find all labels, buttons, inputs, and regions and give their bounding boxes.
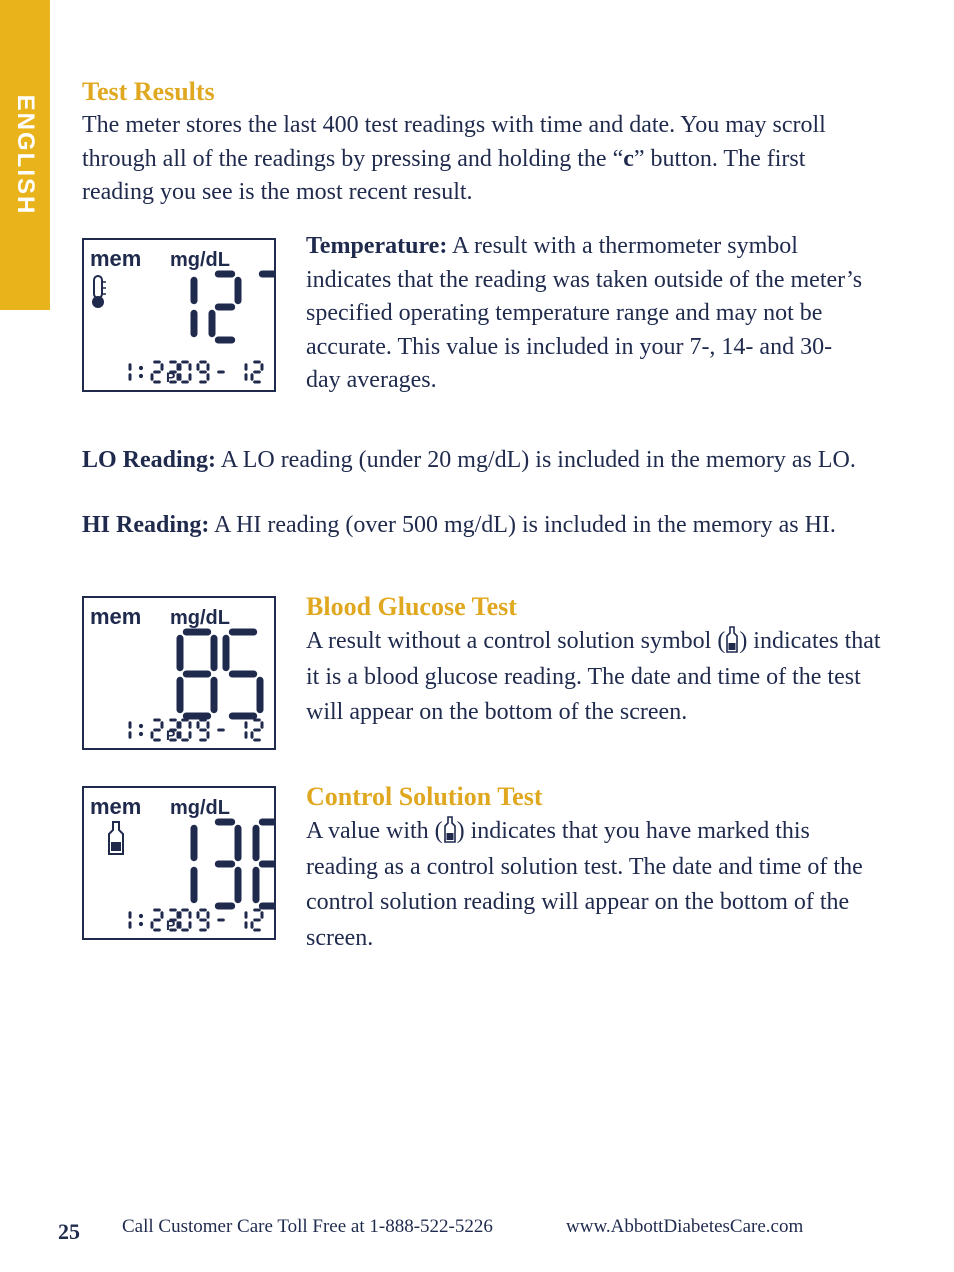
page-number: 25 xyxy=(58,1219,80,1244)
mem-label: mem xyxy=(90,246,142,271)
lcd-digit xyxy=(180,720,190,740)
lcd-digit xyxy=(252,910,262,930)
time-date-row xyxy=(130,910,262,933)
control-solution-bottle-icon xyxy=(443,816,457,844)
reading-value xyxy=(194,274,274,340)
website-link[interactable]: www.AbbottDiabetesCare.com xyxy=(566,1216,804,1237)
lcd-digit xyxy=(212,274,238,340)
lcd-digit xyxy=(198,720,208,740)
date-readout xyxy=(180,720,262,740)
lcd-digit xyxy=(139,914,143,926)
lcd-colon-dot xyxy=(139,374,143,378)
control-solution-bottle-icon xyxy=(109,822,123,854)
lcd-digit xyxy=(256,822,274,906)
time-date-row xyxy=(130,362,262,385)
unit-label: mg/dL xyxy=(170,607,230,629)
reading-value xyxy=(194,822,274,906)
mem-label: mem xyxy=(90,794,142,819)
lcd-digit xyxy=(252,720,262,740)
lcd-digit xyxy=(180,632,214,716)
thermometer-icon xyxy=(92,276,106,308)
reading-value xyxy=(180,632,260,716)
test-results-heading: Test Results xyxy=(82,77,215,106)
lcd-digit xyxy=(262,274,274,334)
lcd-colon-dot xyxy=(139,366,143,370)
lcd-digit xyxy=(180,362,190,382)
lcd-digit xyxy=(218,822,238,906)
unit-label: mg/dL xyxy=(170,797,230,819)
temperature-text: Temperature: A result with a thermometer symbol indicates that the reading was taken outside of the meter’s specified operating temperature range and may not be accurate. This value is included in your 7-, 14- and 30-day averages. xyxy=(306,233,863,393)
lcd-colon-dot xyxy=(139,922,143,926)
meter-display-temperature xyxy=(82,238,276,392)
meter-display-blood-glucose xyxy=(82,596,276,750)
pm-indicator: P xyxy=(166,917,176,933)
lcd-digit xyxy=(152,362,162,382)
control-solution-heading: Control Solution Test xyxy=(306,782,543,811)
blood-glucose-heading: Blood Glucose Test xyxy=(306,592,517,621)
control-solution-bottle-icon xyxy=(725,626,739,654)
unit-label: mg/dL xyxy=(170,249,230,271)
control-solution-text: A value with ( ) indicates that you have marked this reading as a control solution test. The date and time of the control solution reading will appear on the bottom of the screen. xyxy=(306,818,863,951)
lcd-digit xyxy=(198,362,208,382)
lcd-digit xyxy=(180,910,190,930)
date-readout xyxy=(180,362,262,382)
hi-reading-text: HI Reading: A HI reading (over 500 mg/dL) is included in the memory as HI. xyxy=(82,512,836,538)
date-readout xyxy=(180,910,262,930)
lcd-digit xyxy=(139,366,143,378)
pm-indicator: P xyxy=(166,727,176,743)
lcd-digit xyxy=(152,910,162,930)
test-results-text: The meter stores the last 400 test readings with time and date. You may scroll through all of the readings by pressing and holding the “c” button. The first reading you see is the most recent result. xyxy=(82,112,826,205)
lcd-digit xyxy=(198,910,208,930)
mem-label: mem xyxy=(90,604,142,629)
language-tab-label: ENGLISH xyxy=(12,94,39,216)
time-date-row xyxy=(130,720,262,743)
pm-indicator: P xyxy=(166,369,176,385)
blood-glucose-text: A result without a control solution symbol ( ) indicates that it is a blood glucose reading. The date and time of the test will appear on the bottom of the screen. xyxy=(306,628,881,725)
language-tab xyxy=(0,0,50,310)
lcd-digit xyxy=(226,632,260,716)
lcd-digit xyxy=(252,362,262,382)
lo-reading-text: LO Reading: A LO reading (under 20 mg/dL) is included in the memory as LO. xyxy=(82,447,856,473)
lcd-colon-dot xyxy=(139,914,143,918)
customer-care-phone: Call Customer Care Toll Free at 1-888-522-5226 xyxy=(122,1216,493,1237)
lcd-colon-dot xyxy=(139,724,143,728)
lcd-digit xyxy=(152,720,162,740)
meter-display-control-solution xyxy=(82,786,276,940)
lcd-colon-dot xyxy=(139,732,143,736)
c-button-label: c xyxy=(623,145,634,172)
lcd-digit xyxy=(139,724,143,736)
